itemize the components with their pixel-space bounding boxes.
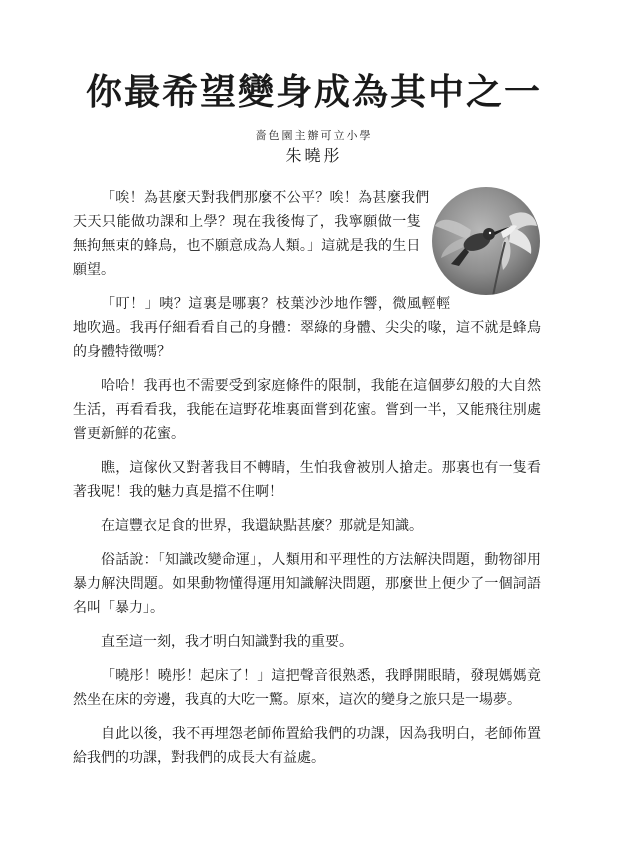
hummingbird-figure xyxy=(425,186,541,296)
paragraph-7: 直至這一刻，我才明白知識對我的重要。 xyxy=(101,634,353,650)
paragraph-9: 自此以後，我不再埋怨老師佈置給我們的功課，因為我明白，老師佈置給我們的功課，對我們的成長大有益處。 xyxy=(73,726,541,766)
article-title: 你最希望變身成為其中之一 xyxy=(85,71,542,113)
article-body xyxy=(73,186,541,780)
paragraph-5: 在這豐衣足食的世界，我還缺點甚麼？那就是知識。 xyxy=(101,518,423,534)
author-name: 朱曉彤 xyxy=(285,146,343,165)
paragraph-1: 「唉！為甚麼天對我們那麼不公平？唉！為甚麼我們天天只能做功課和上學？現在我後悔了，我寧願做一隻無拘無束的蜂鳥，也不願意成為人類。」這就是我的生日願望。 xyxy=(73,190,430,278)
paragraph-4: 瞧，這傢伙又對著我目不轉睛，生怕我會被別人搶走。那裏也有一隻看著我呢！我的魅力真是擋不住啊！ xyxy=(73,460,541,500)
school-name: 嗇色園主辦可立小學 xyxy=(255,129,373,142)
paragraph-3: 哈哈！我再也不需要受到家庭條件的限制，我能在這個夢幻般的大自然生活，再看看我，我能在這野花堆裏面嘗到花蜜。嘗到一半，又能飛往別處嘗更新鮮的花蜜。 xyxy=(73,378,541,442)
paragraph-2: 「叮！」咦？這裏是哪裏？枝葉沙沙地作響，微風輕輕地吹過。我再仔細看看自己的身體：翠綠的身體、尖尖的喙，這不就是蜂鳥的身體特徵嗎？ xyxy=(73,296,541,360)
paragraph-6: 俗話說：「知識改變命運」，人類用和平理性的方法解決問題，動物卻用暴力解決問題。如果動物懂得運用知識解決問題，那麼世上便少了一個詞語名叫「暴力」。 xyxy=(73,552,541,616)
hummingbird-icon xyxy=(431,186,541,296)
paragraph-8: 「曉彤！曉彤！起床了！」這把聲音很熟悉，我睜開眼睛，發現媽媽竟然坐在床的旁邊，我真的大吃一驚。原來，這次的變身之旅只是一場夢。 xyxy=(73,668,541,708)
